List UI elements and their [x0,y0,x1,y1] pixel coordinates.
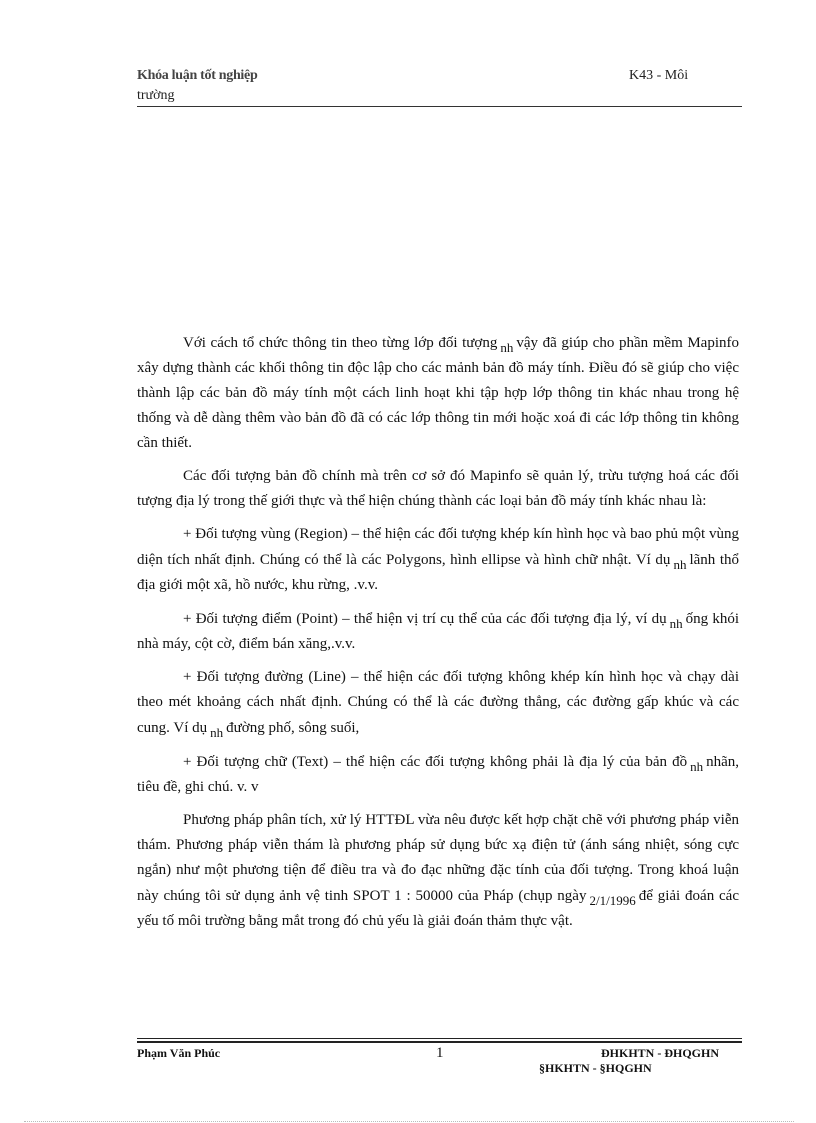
paragraph-text: + Đối tượng đường (Line) – thể hiện các đối tượng không khép kín hình học và chạy dài theo mét khoảng cách nhất định. Chúng có thể là các đường thẳng, các đường gấp khúc và các cung. Ví dụ [137,669,739,736]
paragraph-text: Phương pháp phân tích, xử lý HTTĐL vừa nêu được kết hợp chặt chẽ với phương pháp viễn thám. Phương pháp viễn thám là phương pháp sử dụng bức xạ điện tử (ánh sáng nhiệt, sóng cực ngắn) như một phương tiện để điều tra và đo đạc những đặc tính của đối tượng. Trong khoá luận này chúng tôi sử dụng ảnh vệ tinh SPOT 1 : 50000 của Pháp (chụp ngày [137,812,739,904]
header-divider [137,106,742,107]
paragraph [137,464,739,514]
header-left-continuation: trường [137,88,175,103]
paragraph-text: + Đối tượng chữ (Text) – thể hiện các đối tượng không phải là địa lý của bản đồ [183,754,688,770]
paragraph-text: vậy đã giúp cho phần mềm Mapinfo xây dựng thành các khối thông tin độc lập cho các mảnh bản đồ máy tính. Điều đó sẽ giúp cho việc thành lập các bản đồ máy tính một cách linh hoạt khi tập hợp lớp thông tin khác nhau trong hệ thống và dễ dàng thêm vào bản đồ đã có các lớp thông tin mới hoặc xoá đi các lớp thông tin không cần thiết. [137,335,740,451]
paragraph [137,808,739,934]
paragraph-text: lãnh thổ địa giới một xã, hồ nước, khu rừng, .v.v. [137,552,740,593]
header-right-title: K43 - Môi [629,68,689,83]
subscript-fragment: nh [210,725,224,740]
footer-institution: ĐHKHTN - ĐHQGHN [601,1046,720,1060]
footer-divider-thin [137,1038,742,1039]
paragraph-text: ống khói nhà máy, cột cờ, điểm bán xăng,.v.v. [137,611,740,652]
paragraph [137,606,739,657]
paragraph-text: đường phố, sông suối, [226,720,360,736]
paragraph [137,522,739,598]
paragraph-text: nhãn, tiêu đề, ghi chú. v. v [137,754,739,795]
page-edge-dotted-line [24,1121,794,1122]
footer-divider-thick [137,1041,742,1043]
paragraph-text: để giải đoán các yếu tố môi trường bằng mắt trong đó chủ yếu là giải đoán thảm thực vật. [137,888,740,929]
subscript-fragment: nh [669,616,683,631]
subscript-fragment: 2/1/1996 [589,893,636,908]
paragraph-text: + Đối tượng điểm (Point) – thể hiện vị trí cụ thể của các đối tượng địa lý, ví dụ [183,611,667,627]
paragraph [137,330,739,456]
document-body [137,330,739,942]
page-number: 1 [436,1045,444,1061]
subscript-fragment: nh [690,759,704,774]
subscript-fragment: nh [673,557,687,572]
paragraph [137,665,739,741]
footer-author: Phạm Văn Phúc [137,1046,221,1060]
paragraph-text: + Đối tượng vùng (Region) – thể hiện các đối tượng khép kín hình học và bao phủ một vùng diện tích nhất định. Chúng có thể là các Polygons, hình ellipse và hình chữ nhật. Ví dụ [137,526,739,568]
header-left-title: Khóa luận tốt nghiệp [137,68,258,83]
paragraph [137,749,739,800]
subscript-fragment: nh [500,340,514,355]
footer-institution-alt: §HKHTN - §HQGHN [539,1061,652,1075]
paragraph-text: Với cách tổ chức thông tin theo từng lớp đối tượng [183,335,498,351]
paragraph-text: Các đối tượng bản đồ chính mà trên cơ sở đó Mapinfo sẽ quản lý, trừu tượng hoá các đối tượng địa lý trong thế giới thực và thể hiện chúng thành các loại bản đồ máy tính khác nhau là: [137,468,739,509]
